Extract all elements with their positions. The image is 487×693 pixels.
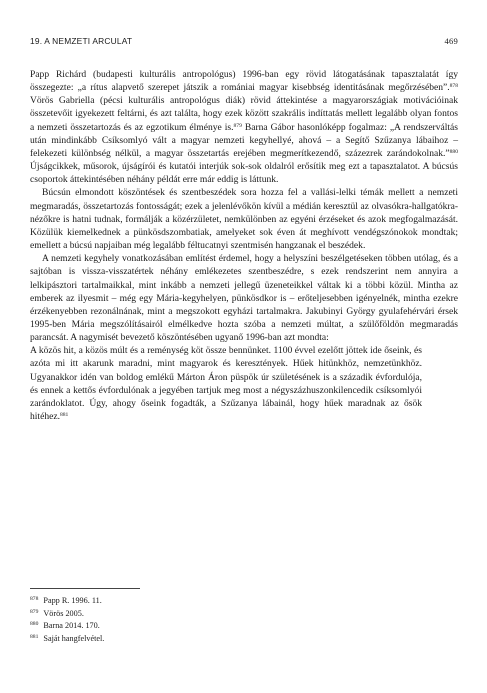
paragraph-1: Papp Richárd (budapesti kulturális antropológus) 1996-ban egy rövid látogatásának tapasztalatát így összegezte: „a rítus alapvető szerepet játszik a romániai magyar kisebbség identitásának megőrzésében”.$^{878}$ Vörös Gabriella (pécsi kulturális antropológus diák) rövid áttekintése a magyarországiak motivációinak összetevőit igyekezett feltárni, és azt találta, hogy ezek között szakrális indíttatás mellett legalább olyan fontos a nemzeti összetartozás és az egzotikum élménye is.$^{879}$ Barna Gábor hasonlóképp fogalmaz: „A rendszerváltás után mindinkább Csíksomlyó vált a magyar nemzeti kegyhellyé, ahová – a Segítő Szűzanya lábaihoz – felekezeti különbség nélkül, a magyar összetartás erejében megmerítkezendő, százezrek zarándokolnak.”$^{880}$ Újságcikkek, műsorok, újságírói és kutatói interjúk sok-sok oldalról erősítik meg ezt a tapasztalatot. A búcsús csoportok áttekintésében néhány példát erre már eddig is láttunk.: [30, 69, 458, 186]
footnote-880: $^{880}$ Barna 2014. 170.: [30, 621, 100, 631]
running-header: [30, 36, 458, 46]
footnote-878: $^{878}$ Papp R. 1996. 11.: [30, 596, 102, 605]
paragraph-3: A nemzeti kegyhely vonatkozásában említést érdemel, hogy a helyszíni beszélgetéseken többen utólag, és a sajtóban is vissza-visszatértek néhány emlékezetes szentbeszédre, s ezek rendszerint nem annyira a lelkipásztori tartalmaikkal, mint inkább a nemzeti jellegű üzeneteikkel váltak ki a többi közül. Mintha az emberek az ilyesmit – még egy Mária-kegyhelyen, pünkösdkor is – erőteljesebben igényelnék, mintha ezekre érzékenyebben rezonálnának, mint a megszokott egyházi tartalmakra. Jakubinyi György gyulafehérvári érsek 1995-ben Mária megszólításairól elmélkedve hozta szóba a nemzeti múltat, a szülőföldön megmaradás parancsát. A nagymisét bevezető köszöntésében ugyanő 1996-ban azt mondta:: [30, 253, 458, 344]
page: [30, 36, 458, 423]
paragraph-2: Búcsún elmondott köszöntések és szentbeszédek sora hozza fel a vallási-lelki témák mellett a nemzeti megmaradás, összetartozás fontosságát; ezek a jelenlévőkön kívül a médián keresztül az olvasókra-hallgatókra-nézőkre is hatni tudnak, formálják a közérzületet, nemkülönben az egyéni érzéseket és azok megfogalmazását. Közülük kiemelkednek a pünkösdszombatiak, amelyeket sok éven át meghívott vendégszónokok mondtak; emellett a búcsú napjaiban még legalább féltucatnyi szentmisén hangzanak el beszédek.: [30, 187, 458, 252]
footnote-879: $^{879}$ Vörös 2005.: [30, 608, 84, 618]
footnote-ref[interactable]: 878: [449, 83, 458, 90]
footnote-881: $^{881}$ Saját hangfelvétel.: [30, 633, 105, 643]
body-text: [30, 68, 458, 423]
footnote-ref[interactable]: 881: [59, 412, 69, 419]
page-number: 469: [444, 36, 458, 46]
footnotes: [30, 588, 458, 645]
footnote-ref[interactable]: 880: [449, 148, 458, 155]
block-quote: A közös hit, a közös múlt és a reménység köt össze bennünket. 1100 évvel ezelőtt jöttek ide őseink, és azóta mi itt akarunk maradni, mint magyarok és keresztények. Hűek hitünkhöz, nemzetünkhöz. Ugyanakkor idén van boldog emlékű Márton Áron püspök úr születésének is a századik évfordulója, és ennek a kettős évfordulónak a jegyében tartjuk meg most a négyszázhuszonkilencedik csíksomlyói zarándoklatot. Úgy, ahogy őseink fogadták, a Szűzanya lábainál, hogy hűek maradnak az ősök hitéhez.$^{881}$: [30, 345, 422, 423]
footnote-rule: [30, 588, 140, 589]
chapter-title: 19. A NEMZETI ARCULAT: [30, 36, 133, 46]
footnote-ref[interactable]: 879: [233, 122, 242, 129]
